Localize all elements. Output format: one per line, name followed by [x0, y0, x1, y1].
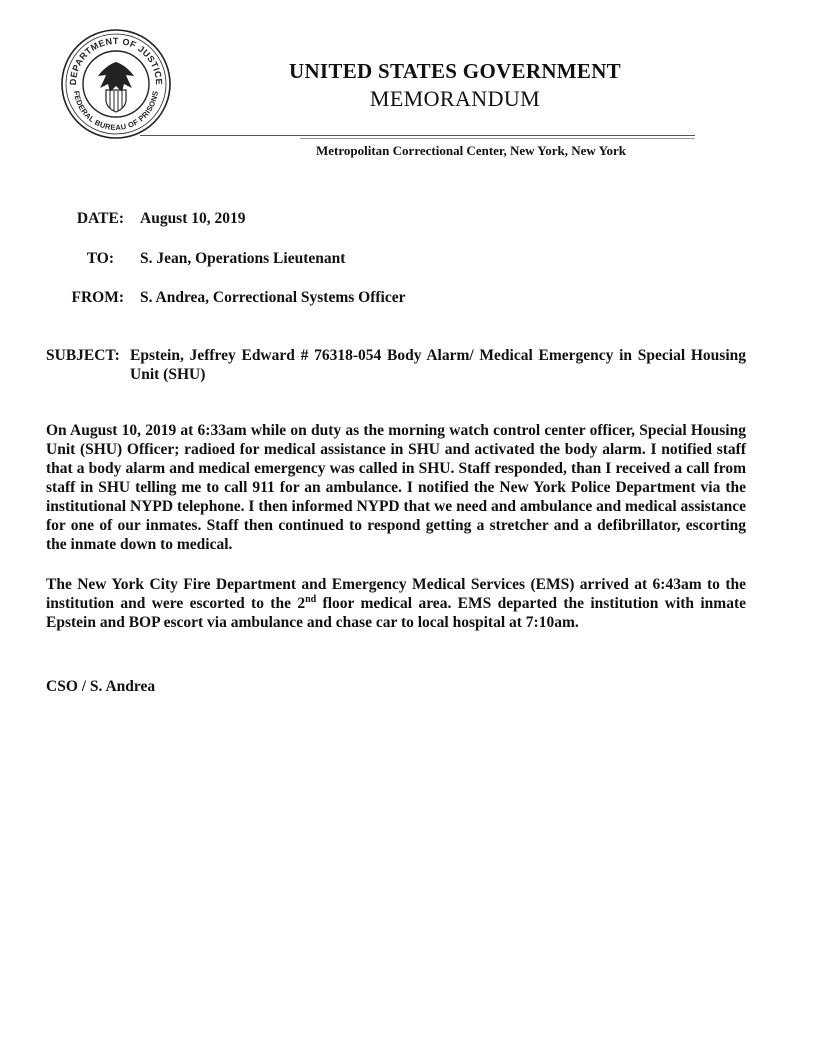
- date-value: August 10, 2019: [140, 210, 246, 227]
- from-label: FROM:: [71, 289, 124, 306]
- ordinal-suffix: nd: [305, 593, 317, 605]
- paragraph-2-part-1: The New York City Fire Department and Emergency Medical Services (EMS) arrived at 6:43am to the institution and were escorted to the 2: [46, 576, 746, 612]
- doj-bop-seal-icon: [60, 28, 172, 140]
- subject-value: Epstein, Jeffrey Edward # 76318-054 Body Alarm/ Medical Emergency in Special Housing Unit (SHU): [130, 347, 746, 383]
- from-value: S. Andrea, Correctional Systems Officer: [140, 289, 406, 306]
- header-rule: [140, 135, 695, 136]
- to-label: TO:: [86, 250, 114, 267]
- to-value: S. Jean, Operations Lieutenant: [140, 250, 346, 267]
- date-label: DATE:: [76, 210, 124, 227]
- body-paragraph-1: On August 10, 2019 at 6:33am while on duty as the morning watch control center officer, Special Housing Unit (SHU) Officer; radioed for medical assistance in SHU and activated the body alarm. I notified staff that a body alarm and medical emergency was called in SHU. Staff responded, than I received a call from staff in SHU telling me to call 911 for an ambulance. I notified the New York Police Department via the institutional NYPD telephone. I then informed NYPD that we need and ambulance and medical assistance for one of our inmates. Staff then continued to respond getting a stretcher and a defibrillator, escorting the inmate down to medical.: [46, 422, 746, 553]
- body-paragraph-2: [46, 575, 746, 632]
- header-rule-secondary: [300, 138, 695, 139]
- header-title: UNITED STATES GOVERNMENT: [289, 59, 621, 83]
- seal-bottom-text: FEDERAL BUREAU OF PRISONS: [72, 90, 160, 133]
- header-subtitle: MEMORANDUM: [369, 86, 541, 111]
- seal-top-text: DEPARTMENT OF JUSTICE: [67, 35, 165, 86]
- subject-label: SUBJECT:: [46, 347, 120, 364]
- paragraph-2-part-2: floor medical area. EMS departed the institution with inmate Epstein and BOP escort via ambulance and chase car to local hospital at 7:10am.: [46, 595, 747, 631]
- header-location: Metropolitan Correctional Center, New York, New York: [316, 143, 627, 158]
- signoff: CSO / S. Andrea: [46, 678, 156, 695]
- subject-block: [46, 346, 746, 384]
